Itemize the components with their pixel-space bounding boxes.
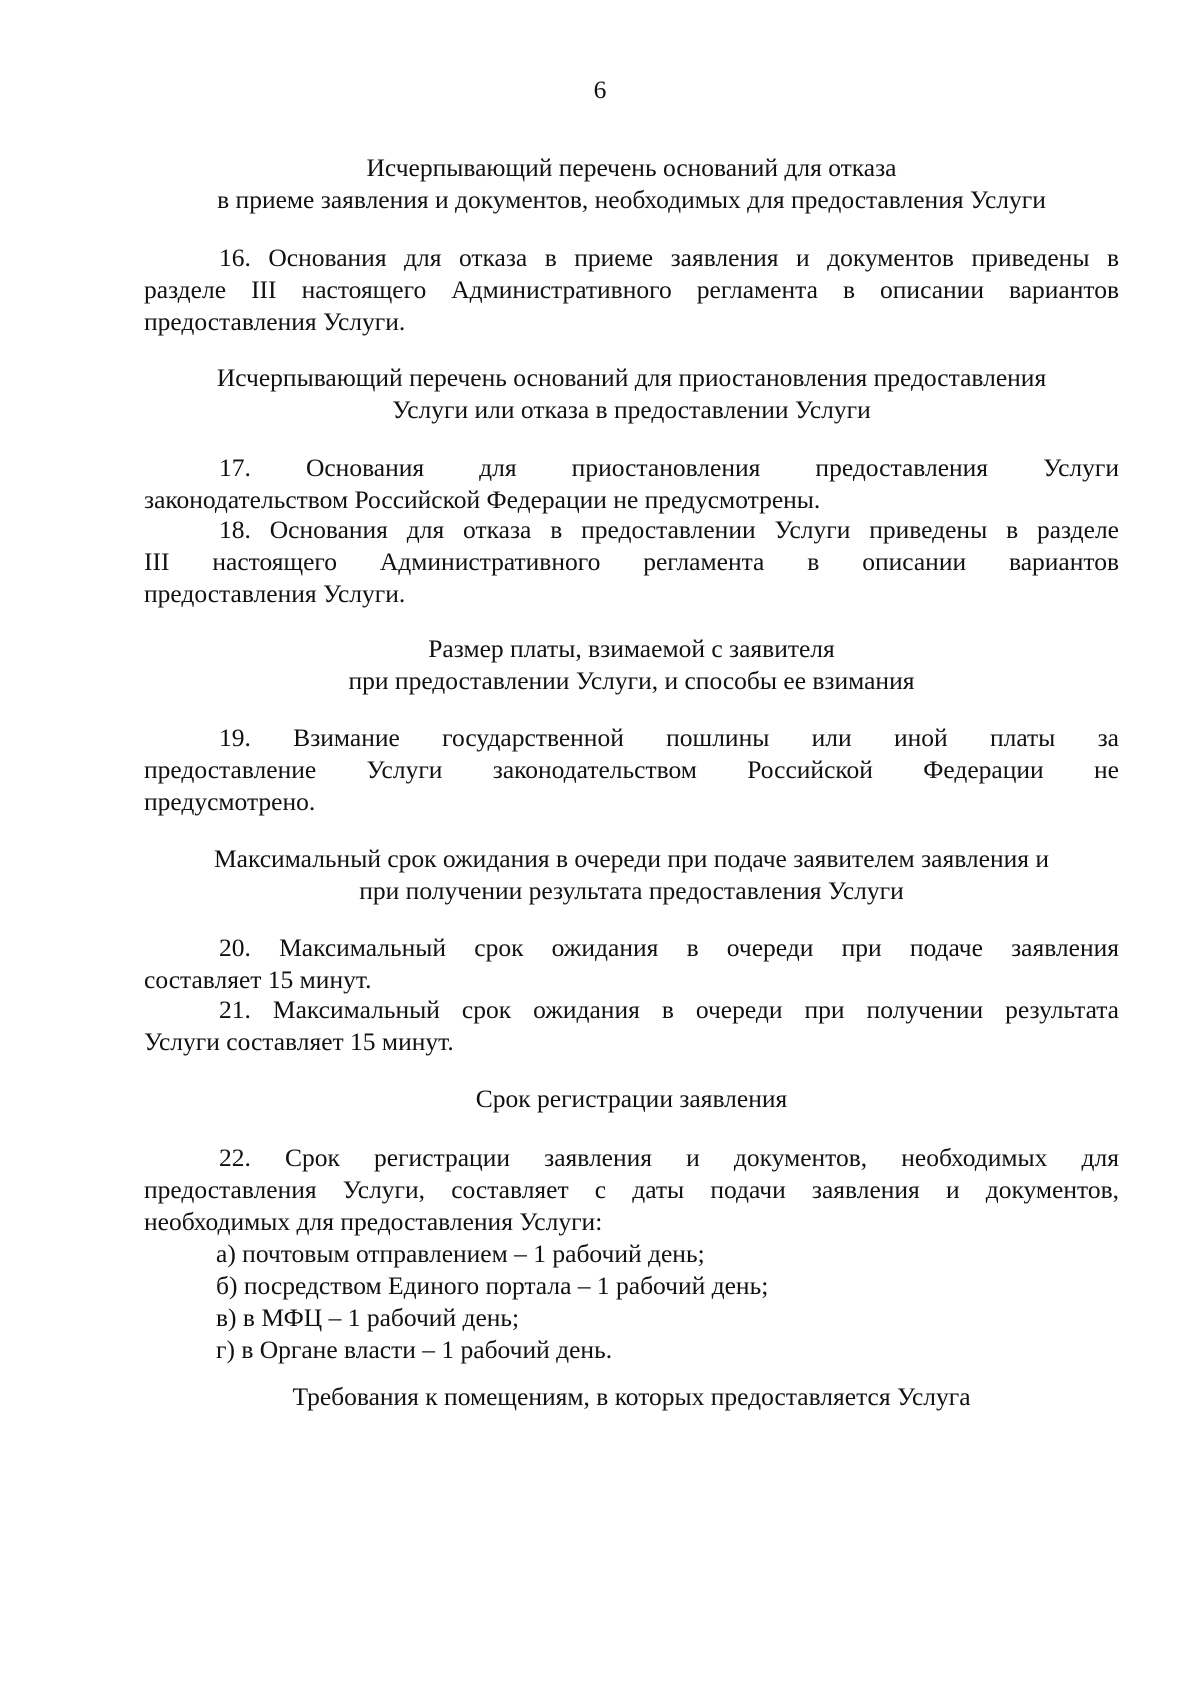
- heading-line: Услуги или отказа в предоставлении Услуги: [392, 395, 871, 424]
- paragraph-line: разделе III настоящего Административного регламента в описании вариантов: [144, 275, 1119, 304]
- paragraph-line: 17. Основания для приостановления предоставления Услуги: [219, 453, 1119, 482]
- paragraph-line: Услуги составляет 15 минут.: [144, 1027, 454, 1056]
- paragraph-line: предусмотрено.: [144, 787, 316, 816]
- heading-line: Размер платы, взимаемой с заявителя: [428, 634, 835, 663]
- paragraph-line: необходимых для предоставления Услуги:: [144, 1207, 603, 1236]
- heading-line: в приеме заявления и документов, необходимых для предоставления Услуги: [217, 185, 1046, 214]
- paragraph-17: [144, 452, 1119, 516]
- list-item: в) в МФЦ – 1 рабочий день;: [216, 1303, 520, 1332]
- heading-fee: [144, 633, 1119, 697]
- heading-line: Исчерпывающий перечень оснований для отказа: [366, 153, 897, 182]
- list-item: б) посредством Единого портала – 1 рабочий день;: [216, 1271, 769, 1300]
- paragraph-line: 18. Основания для отказа в предоставлении Услуги приведены в разделе: [219, 515, 1119, 544]
- paragraph-line: законодательством Российской Федерации не предусмотрены.: [144, 485, 821, 514]
- paragraph-line: 22. Срок регистрации заявления и документов, необходимых для: [219, 1143, 1119, 1172]
- paragraph-line: составляет 15 минут.: [144, 965, 372, 994]
- heading-max-wait: [144, 843, 1119, 907]
- heading-line: Максимальный срок ожидания в очереди при подаче заявителем заявления и: [213, 844, 1049, 873]
- heading-registration-term: [144, 1083, 1119, 1115]
- paragraph-line: 16. Основания для отказа в приеме заявления и документов приведены в: [219, 243, 1119, 272]
- paragraph-line: III настоящего Административного регламента в описании вариантов: [144, 547, 1119, 576]
- paragraph-19: [144, 722, 1119, 818]
- paragraph-21: [144, 994, 1119, 1058]
- heading-refusal-acceptance: [144, 152, 1119, 216]
- page-number: 6: [593, 75, 607, 104]
- paragraph-line: 19. Взимание государственной пошлины или иной платы за: [219, 723, 1119, 752]
- heading-line: при получении результата предоставления Услуги: [359, 876, 904, 905]
- list-item: г) в Органе власти – 1 рабочий день.: [216, 1335, 613, 1364]
- paragraph-line: предоставления Услуги.: [144, 307, 406, 336]
- paragraph-16: [144, 242, 1119, 338]
- paragraph-line: предоставление Услуги законодательством Российской Федерации не: [144, 755, 1119, 784]
- list-item: а) почтовым отправлением – 1 рабочий день;: [216, 1239, 705, 1268]
- paragraph-20: [144, 932, 1119, 996]
- paragraph-line: предоставления Услуги.: [144, 579, 406, 608]
- paragraph-22: [144, 1142, 1119, 1366]
- heading-line: Требования к помещениям, в которых предоставляется Услуга: [292, 1382, 971, 1411]
- heading-premises-requirements: [144, 1381, 1119, 1413]
- paragraph-line: предоставления Услуги, составляет с даты подачи заявления и документов,: [144, 1175, 1119, 1204]
- heading-suspension-refusal: [144, 362, 1119, 426]
- paragraph-18: [144, 514, 1119, 610]
- heading-line: Исчерпывающий перечень оснований для приостановления предоставления: [216, 363, 1047, 392]
- heading-line: при предоставлении Услуги, и способы ее взимания: [348, 666, 915, 695]
- heading-line: Срок регистрации заявления: [475, 1084, 788, 1113]
- paragraph-line: 21. Максимальный срок ожидания в очереди при получении результата: [219, 995, 1119, 1024]
- paragraph-line: 20. Максимальный срок ожидания в очереди при подаче заявления: [219, 933, 1119, 962]
